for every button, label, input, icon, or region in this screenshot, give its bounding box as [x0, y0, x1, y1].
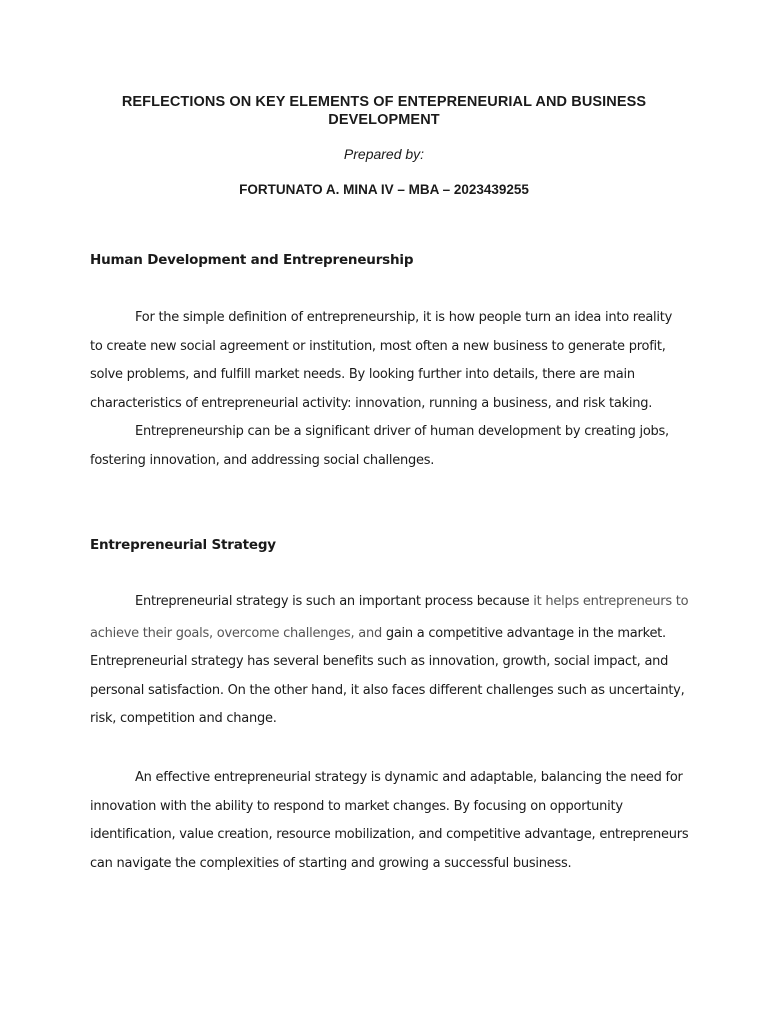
paragraph-line: to create new social agreement or institution, most often a new business to generate profit,	[90, 338, 666, 354]
section-1-paragraph-2	[90, 418, 690, 475]
paragraph-line: Entrepreneurial strategy has several benefits such as innovation, growth, social impact, and	[90, 654, 669, 670]
paragraph-line	[90, 620, 690, 649]
paragraph-line: fostering innovation, and addressing social challenges.	[90, 452, 435, 468]
prepared-by-label: Prepared by:	[343, 146, 425, 162]
paragraph-line: innovation with the ability to respond to market changes. By focusing on opportunity	[90, 798, 623, 814]
paragraph-line: personal satisfaction. On the other hand, it also faces different challenges such as uncertainty,	[90, 682, 685, 698]
paragraph-line: Entrepreneurship can be a significant driver of human development by creating jobs,	[135, 424, 669, 439]
paragraph-line: risk, competition and change.	[90, 711, 277, 727]
paragraph-line	[90, 588, 690, 617]
title-line-2: DEVELOPMENT	[328, 112, 440, 128]
section-2-paragraph-2	[90, 764, 690, 878]
section-1-paragraph-1	[90, 304, 690, 418]
highlighted-text: achieve their goals, overcome challenges, and	[90, 625, 386, 641]
paragraph-line: An effective entrepreneurial strategy is dynamic and adaptable, balancing the need for	[135, 770, 683, 785]
section-heading-entrepreneurial-strategy: Entrepreneurial Strategy	[90, 537, 276, 553]
section-2-paragraph-1	[90, 588, 690, 734]
paragraph-line: solve problems, and fulfill market needs. By looking further into details, there are main	[90, 367, 635, 383]
paragraph-line: For the simple definition of entrepreneurship, it is how people turn an idea into reality	[135, 310, 673, 325]
paragraph-line: identification, value creation, resource mobilization, and competitive advantage, entrepreneurs	[90, 827, 689, 843]
section-heading-human-development: Human Development and Entrepreneurship	[90, 252, 414, 268]
paragraph-line: characteristics of entrepreneurial activity: innovation, running a business, and risk taking.	[90, 395, 653, 411]
paragraph-text: gain a competitive advantage in the market.	[385, 625, 666, 641]
author-line: FORTUNATO A. MINA IV – MBA – 2023439255	[239, 182, 529, 197]
paragraph-text: Entrepreneurial strategy is such an important process because	[135, 594, 534, 609]
paragraph-line: can navigate the complexities of starting and growing a successful business.	[90, 855, 572, 871]
highlighted-text: it helps entrepreneurs to	[533, 594, 689, 609]
document-title	[100, 93, 668, 129]
title-line-1: REFLECTIONS ON KEY ELEMENTS OF ENTEPRENEURIAL AND BUSINESS	[121, 94, 647, 110]
